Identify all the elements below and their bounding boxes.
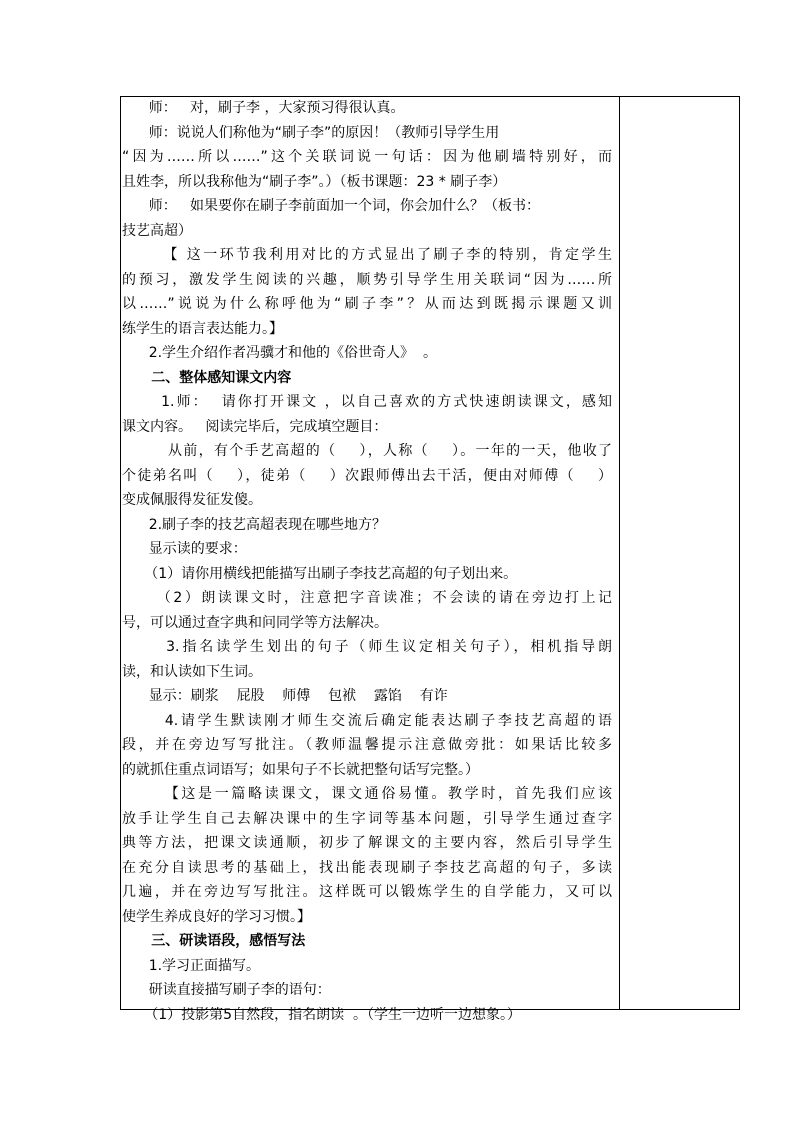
text-line: 练学生的语言表达能力。】 (122, 320, 283, 337)
lesson-content-cell (122, 96, 612, 1027)
text-line: 技艺高超） (122, 222, 192, 239)
text-line: 师：说说人们称他为“刷子李”的原因！（教师引导学生用 (122, 124, 500, 141)
text-line: 师： 如果要你在刷子李前面加一个词，你会加什么？（板书： (122, 198, 541, 214)
text-line: 4.请学生默读刚才师生交流后确定能表达刷子李技艺高超的语 (122, 712, 612, 729)
text-line: 二、整体感知课文内容 (122, 369, 292, 386)
text-line: 以……”说说为什么称呼他为“刷子李”？从而达到既揭示课题又训 (122, 296, 612, 312)
text-line: 课文内容。 阅读完毕后，完成填空题目： (122, 418, 388, 435)
text-line: 1.师： 请你打开课文 ，以自己喜欢的方式快速朗读课文，感知 (122, 394, 612, 410)
column-divider (619, 96, 620, 1010)
text-line: 读，和认读如下生词。 (122, 663, 262, 680)
text-line: 的就抓住重点词语写；如果句子不长就把整句话写完整。） (122, 761, 479, 778)
text-line: 的预习，激发学生阅读的兴趣，顺势引导学生用关联词“因为……所 (122, 271, 612, 288)
text-line: 且姓李，所以我称他为“刷子李”。）（板书课题：23 * 刷子李） (122, 173, 507, 190)
text-line: 研读直接描写刷子李的语句： (122, 982, 331, 998)
text-line: （1）投影第5自然段，指名朗读 。（学生一边听一边想象。） (122, 1006, 521, 1023)
text-line: 显示：刷浆 屁股 师傅 包袱 露馅 有诈 (122, 688, 448, 704)
text-line: 使学生养成良好的学习习惯。】 (122, 908, 311, 925)
text-line: （2）朗读课文时，注意把字音读准；不会读的请在旁边打上记 (122, 590, 612, 606)
text-line: 变成佩服得发征发傻。 (122, 492, 262, 508)
text-line: 在充分自读思考的基础上，找出能表现刷子李技艺高超的句子，多读 (122, 859, 612, 876)
text-line: 个徒弟名叫（ ），徒弟（ ）次跟师傅出去干活，便由对师傅（ ） (122, 467, 612, 484)
text-line: 【 这一环节我利用对比的方式显出了刷子李的特别，肯定学生 (122, 247, 612, 263)
text-line: 2.学生介绍作者冯骥才和他的《俗世奇人》 。 (122, 345, 437, 361)
text-line: 3.指名读学生划出的句子（师生议定相关句子），相机指导朗 (122, 639, 612, 655)
text-line: 1.学习正面描写。 (122, 957, 261, 974)
text-line: 段，并在旁边写写批注。（教师温馨提示注意做旁批：如果话比较多 (122, 737, 612, 753)
text-line: “因为……所以……”这个关联词说一句话：因为他刷墙特别好，而 (122, 149, 612, 165)
text-line: 放手让学生自己去解决课中的生字词等基本问题，引导学生通过查字 (122, 810, 612, 827)
text-line: 师： 对，刷子李 ，大家预习得很认真。 (122, 100, 405, 116)
text-line: 典等方法，把课文读通顺，初步了解课文的主要内容，然后引导学生 (122, 835, 612, 851)
text-line: 从前，有个手艺高超的（ ），人称（ ）。一年的一天，他收了 (122, 443, 612, 459)
text-line: （1）请你用横线把能描写出刷子李技艺高超的句子划出来。 (122, 565, 518, 582)
text-line: 显示读的要求： (122, 541, 247, 557)
text-line: 三、研读语段，感悟写法 (122, 933, 306, 949)
text-line: 几遍，并在旁边写写批注。这样既可以锻炼学生的自学能力，又可以 (122, 884, 612, 900)
text-line: 号，可以通过查字典和问同学等方法解决。 (122, 614, 388, 631)
text-line: 【这是一篇略读课文，课文通俗易懂。教学时，首先我们应该 (122, 786, 612, 802)
text-line: 2.刷子李的技艺高超表现在哪些地方？ (122, 516, 387, 533)
